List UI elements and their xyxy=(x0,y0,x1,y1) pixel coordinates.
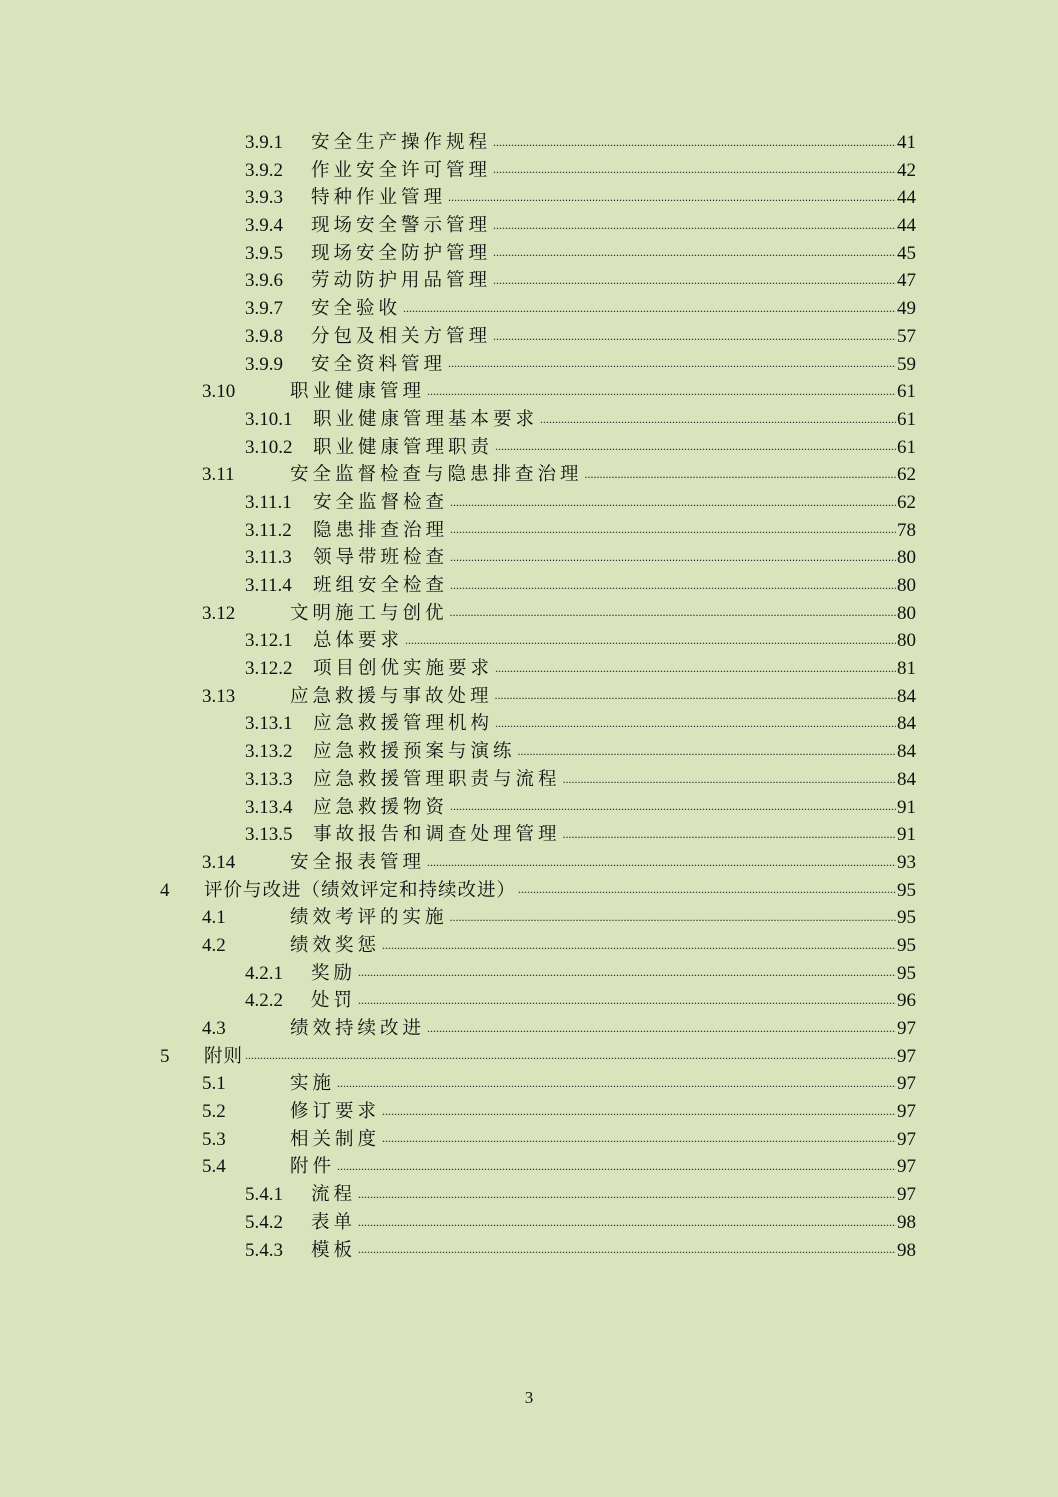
toc-entry[interactable] xyxy=(0,849,1058,877)
toc-entry-page: 42 xyxy=(897,159,916,181)
toc-entry-number: 3.9.9 xyxy=(245,353,283,375)
toc-entry[interactable] xyxy=(0,295,1058,323)
toc-entry-page: 97 xyxy=(897,1073,916,1095)
toc-entry-number: 4.1 xyxy=(202,907,226,929)
toc-entry-title: 职业健康管理职责 xyxy=(313,436,494,458)
toc-entry-title: 附则 xyxy=(204,1045,244,1067)
toc-entry-page: 95 xyxy=(897,962,916,984)
dot-leader xyxy=(382,936,896,954)
toc-entry-title-leader xyxy=(290,461,896,489)
toc-entry[interactable] xyxy=(0,1043,1058,1071)
toc-entry[interactable] xyxy=(0,600,1058,628)
toc-entry-number: 3.13 xyxy=(202,685,236,707)
toc-entry-page: 49 xyxy=(897,298,916,320)
toc-entry-title: 劳动防护用品管理 xyxy=(311,270,492,292)
toc-entry[interactable] xyxy=(0,184,1058,212)
toc-entry-title-leader xyxy=(290,1070,896,1098)
toc-entry-number: 3.11 xyxy=(202,464,235,486)
toc-entry-title-leader xyxy=(311,184,896,212)
toc-entry-page: 84 xyxy=(897,768,916,790)
toc-entry[interactable] xyxy=(0,1015,1058,1043)
toc-entry-title-leader xyxy=(290,600,896,628)
toc-entry[interactable] xyxy=(0,877,1058,905)
dot-leader xyxy=(450,908,896,926)
dot-leader xyxy=(450,603,896,621)
toc-entry-title: 安全报表管理 xyxy=(290,851,426,873)
toc-entry[interactable] xyxy=(0,129,1058,157)
toc-entry-title: 项目创优实施要求 xyxy=(313,658,494,680)
toc-entry-page: 97 xyxy=(897,1018,916,1039)
toc-entry-page: 44 xyxy=(897,215,916,237)
toc-entry-title-leader xyxy=(311,157,896,185)
toc-entry[interactable] xyxy=(0,766,1058,794)
toc-entry-title: 应急救援与事故处理 xyxy=(290,685,493,707)
toc-entry-title-leader xyxy=(290,904,896,932)
toc-entry-title-leader xyxy=(313,517,896,545)
toc-entry-page: 97 xyxy=(897,1184,916,1206)
toc-entry-number: 3.13.1 xyxy=(245,713,293,735)
toc-entry[interactable] xyxy=(0,710,1058,738)
toc-entry-title-leader xyxy=(313,738,896,766)
dot-leader xyxy=(450,493,896,511)
toc-entry-title-leader xyxy=(313,794,896,822)
dot-leader xyxy=(448,354,896,372)
dot-leader xyxy=(540,410,896,428)
toc-entry-page: 80 xyxy=(897,547,916,569)
toc-entry-title: 绩效考评的实施 xyxy=(290,907,448,929)
dot-leader xyxy=(450,576,896,594)
toc-entry[interactable] xyxy=(0,1126,1058,1154)
toc-entry-page: 93 xyxy=(897,851,916,873)
toc-entry-title: 模板 xyxy=(311,1239,357,1261)
toc-entry-title-leader xyxy=(313,489,896,517)
toc-entry-page: 62 xyxy=(897,464,916,486)
toc-entry[interactable] xyxy=(0,1153,1058,1181)
toc-entry[interactable] xyxy=(0,683,1058,711)
toc-entry[interactable] xyxy=(0,1181,1058,1209)
toc-entry-number: 3.10 xyxy=(202,381,236,403)
toc-entry-title: 现场安全警示管理 xyxy=(311,215,492,237)
dot-leader xyxy=(563,825,896,843)
toc-entry-title: 安全生产操作规程 xyxy=(311,132,492,153)
toc-entry[interactable] xyxy=(0,1098,1058,1126)
toc-entry-number: 4.2.2 xyxy=(245,990,283,1012)
dot-leader xyxy=(405,631,896,649)
toc-entry-page: 91 xyxy=(897,796,916,818)
toc-entry-title: 特种作业管理 xyxy=(311,187,447,209)
toc-entry-number: 3.12.2 xyxy=(245,658,293,680)
toc-entry-title-leader xyxy=(290,1126,896,1154)
dot-leader xyxy=(493,271,896,289)
dot-leader xyxy=(450,797,896,815)
toc-entry-title-leader xyxy=(311,240,896,268)
toc-entry-title-leader xyxy=(311,267,896,295)
toc-entry-title-leader xyxy=(290,1153,896,1181)
toc-entry-title: 处罚 xyxy=(311,990,357,1012)
toc-entry-page: 41 xyxy=(897,132,916,153)
toc-entry[interactable] xyxy=(0,212,1058,240)
toc-entry-number: 3.11.3 xyxy=(245,547,292,569)
toc-entry[interactable] xyxy=(0,489,1058,517)
dot-leader xyxy=(337,1074,896,1092)
dot-leader xyxy=(563,770,896,788)
dot-leader xyxy=(495,437,896,455)
toc-entry-number: 5.4 xyxy=(202,1156,226,1178)
toc-entry-number: 5.4.3 xyxy=(245,1239,283,1261)
toc-entry[interactable] xyxy=(0,544,1058,572)
toc-entry-title-leader xyxy=(311,1237,896,1265)
toc-entry-title-leader xyxy=(313,710,896,738)
toc-entry-page: 80 xyxy=(897,602,916,624)
toc-entry-title: 应急救援管理职责与流程 xyxy=(313,768,561,790)
toc-entry-number: 4 xyxy=(160,879,170,901)
toc-entry-title-leader xyxy=(313,406,896,434)
toc-entry-number: 4.2 xyxy=(202,934,226,956)
toc-entry[interactable] xyxy=(0,627,1058,655)
dot-leader xyxy=(493,243,896,261)
toc-entry-number: 3.13.4 xyxy=(245,796,293,818)
toc-entry-title-leader xyxy=(313,766,896,794)
toc-entry[interactable] xyxy=(0,987,1058,1015)
toc-entry-number: 5.2 xyxy=(202,1101,226,1123)
dot-leader xyxy=(495,686,896,704)
toc-entry-page: 57 xyxy=(897,325,916,347)
toc-entry-title-leader xyxy=(204,1043,896,1071)
toc-entry[interactable] xyxy=(0,572,1058,600)
toc-entry-page: 78 xyxy=(897,519,916,541)
toc-entry-title-leader xyxy=(311,295,896,323)
toc-entry-page: 44 xyxy=(897,187,916,209)
toc-entry-title: 领导带班检查 xyxy=(313,547,449,569)
toc-entry-number: 3.12 xyxy=(202,602,236,624)
toc-entry-title-leader xyxy=(311,960,896,988)
toc-entry-page: 61 xyxy=(897,436,916,458)
toc-entry[interactable] xyxy=(0,267,1058,295)
toc-entry-title-leader xyxy=(313,544,896,572)
toc-entry-title: 隐患排查治理 xyxy=(313,519,449,541)
toc-entry-number: 3.9.8 xyxy=(245,325,283,347)
toc-entry-number: 3.13.3 xyxy=(245,768,293,790)
table-of-contents xyxy=(0,129,1058,1264)
toc-entry-page: 97 xyxy=(897,1045,916,1067)
toc-entry-title-leader xyxy=(290,683,896,711)
toc-entry-page: 80 xyxy=(897,630,916,652)
toc-entry-number: 3.14 xyxy=(202,851,236,873)
dot-leader xyxy=(337,1157,896,1175)
toc-entry[interactable] xyxy=(0,378,1058,406)
toc-entry[interactable] xyxy=(0,1070,1058,1098)
toc-entry-page: 81 xyxy=(897,658,916,680)
toc-entry-title: 职业健康管理基本要求 xyxy=(313,408,539,430)
toc-entry-number: 5.1 xyxy=(202,1073,226,1095)
toc-entry-number: 3.9.4 xyxy=(245,215,283,237)
toc-entry-page: 59 xyxy=(897,353,916,375)
toc-entry-number: 3.9.2 xyxy=(245,159,283,181)
dot-leader xyxy=(450,520,896,538)
toc-entry-title-leader xyxy=(290,1015,896,1043)
dot-leader xyxy=(245,1046,896,1064)
dot-leader xyxy=(493,216,896,234)
page-number: 3 xyxy=(524,1388,534,1407)
toc-entry-title-leader xyxy=(290,1098,896,1126)
toc-entry-title: 安全监督检查与隐患排查治理 xyxy=(290,464,583,486)
toc-entry-title: 绩效持续改进 xyxy=(290,1018,426,1039)
dot-leader xyxy=(382,1129,896,1147)
toc-entry-number: 3.9.3 xyxy=(245,187,283,209)
toc-entry-title: 附件 xyxy=(290,1156,336,1178)
toc-entry-page: 98 xyxy=(897,1239,916,1261)
toc-entry-page: 45 xyxy=(897,242,916,264)
toc-entry-number: 3.9.7 xyxy=(245,298,283,320)
dot-leader xyxy=(358,1185,896,1203)
toc-entry-title: 应急救援物资 xyxy=(313,796,449,818)
dot-leader xyxy=(358,991,896,1009)
toc-entry[interactable] xyxy=(0,240,1058,268)
toc-entry-title: 评价与改进（绩效评定和持续改进） xyxy=(204,879,517,901)
toc-entry-page: 95 xyxy=(897,934,916,956)
toc-entry-page: 96 xyxy=(897,990,916,1012)
toc-entry-title-leader xyxy=(311,212,896,240)
toc-entry[interactable] xyxy=(0,1237,1058,1265)
toc-entry-title: 实施 xyxy=(290,1073,336,1095)
toc-entry-number: 3.13.5 xyxy=(245,824,293,846)
toc-entry-title-leader xyxy=(311,351,896,379)
toc-entry-number: 5 xyxy=(160,1045,170,1067)
toc-entry-title: 事故报告和调查处理管理 xyxy=(313,824,561,846)
toc-entry-page: 62 xyxy=(897,491,916,513)
toc-entry-number: 3.9.1 xyxy=(245,132,283,153)
dot-leader xyxy=(427,1019,896,1037)
toc-entry[interactable] xyxy=(0,794,1058,822)
toc-entry-title-leader xyxy=(311,129,896,157)
toc-entry-title-leader xyxy=(204,877,896,905)
toc-entry-title-leader xyxy=(313,821,896,849)
dot-leader xyxy=(495,659,896,677)
toc-entry-title: 绩效奖惩 xyxy=(290,934,381,956)
toc-entry-title-leader xyxy=(290,378,896,406)
toc-entry[interactable] xyxy=(0,960,1058,988)
dot-leader xyxy=(493,133,896,151)
dot-leader xyxy=(427,853,896,871)
toc-entry-title: 表单 xyxy=(311,1211,357,1233)
toc-entry-title: 总体要求 xyxy=(313,630,404,652)
toc-entry-page: 84 xyxy=(897,685,916,707)
dot-leader xyxy=(427,382,896,400)
toc-entry-title-leader xyxy=(313,655,896,683)
toc-entry[interactable] xyxy=(0,406,1058,434)
toc-entry-title-leader xyxy=(290,932,896,960)
toc-entry-number: 3.11.4 xyxy=(245,575,292,596)
toc-entry[interactable] xyxy=(0,932,1058,960)
toc-entry-page: 95 xyxy=(897,907,916,929)
toc-entry-number: 4.3 xyxy=(202,1018,226,1039)
dot-leader xyxy=(358,963,896,981)
toc-entry[interactable] xyxy=(0,517,1058,545)
dot-leader xyxy=(358,1240,896,1258)
toc-entry-title-leader xyxy=(313,627,896,655)
toc-entry-title: 安全验收 xyxy=(311,298,402,320)
toc-entry-title-leader xyxy=(311,1209,896,1237)
toc-entry-title: 相关制度 xyxy=(290,1128,381,1150)
toc-entry-title-leader xyxy=(313,434,896,462)
toc-entry-number: 5.4.2 xyxy=(245,1211,283,1233)
toc-entry-number: 3.13.2 xyxy=(245,741,293,763)
toc-entry-title: 流程 xyxy=(311,1184,357,1206)
toc-entry-page: 61 xyxy=(897,381,916,403)
dot-leader xyxy=(495,714,896,732)
dot-leader xyxy=(493,160,896,178)
toc-entry-title: 职业健康管理 xyxy=(290,381,426,403)
toc-entry[interactable] xyxy=(0,821,1058,849)
toc-entry-title: 作业安全许可管理 xyxy=(311,159,492,181)
toc-entry-page: 97 xyxy=(897,1156,916,1178)
dot-leader xyxy=(448,188,896,206)
toc-entry-page: 97 xyxy=(897,1101,916,1123)
toc-entry-number: 3.10.2 xyxy=(245,436,293,458)
toc-entry-page: 84 xyxy=(897,713,916,735)
toc-entry-title-leader xyxy=(311,987,896,1015)
toc-entry-number: 3.11.1 xyxy=(245,491,292,513)
toc-entry[interactable] xyxy=(0,904,1058,932)
toc-entry-title-leader xyxy=(311,323,896,351)
dot-leader xyxy=(585,465,896,483)
toc-entry-page: 98 xyxy=(897,1211,916,1233)
toc-entry-title-leader xyxy=(290,849,896,877)
toc-entry-page: 47 xyxy=(897,270,916,292)
toc-entry-number: 5.3 xyxy=(202,1128,226,1150)
toc-entry[interactable] xyxy=(0,1209,1058,1237)
toc-entry-number: 3.9.6 xyxy=(245,270,283,292)
toc-entry-title-leader xyxy=(311,1181,896,1209)
toc-entry-page: 91 xyxy=(897,824,916,846)
toc-entry-title: 应急救援管理机构 xyxy=(313,713,494,735)
toc-entry-title: 奖励 xyxy=(311,962,357,984)
dot-leader xyxy=(518,742,896,760)
toc-entry-number: 5.4.1 xyxy=(245,1184,283,1206)
dot-leader xyxy=(450,548,896,566)
toc-entry-title: 修订要求 xyxy=(290,1101,381,1123)
toc-entry[interactable] xyxy=(0,351,1058,379)
toc-entry-page: 95 xyxy=(897,879,916,901)
toc-entry[interactable] xyxy=(0,655,1058,683)
toc-entry-number: 3.12.1 xyxy=(245,630,293,652)
toc-entry-title: 应急救援预案与演练 xyxy=(313,741,516,763)
dot-leader xyxy=(493,327,896,345)
toc-entry-page: 61 xyxy=(897,408,916,430)
toc-entry-title: 现场安全防护管理 xyxy=(311,242,492,264)
toc-entry[interactable] xyxy=(0,461,1058,489)
toc-entry[interactable] xyxy=(0,738,1058,766)
dot-leader xyxy=(518,880,896,898)
toc-entry[interactable] xyxy=(0,323,1058,351)
dot-leader xyxy=(382,1102,896,1120)
toc-entry[interactable] xyxy=(0,434,1058,462)
toc-entry-title: 安全监督检查 xyxy=(313,491,449,513)
toc-entry-page: 84 xyxy=(897,741,916,763)
toc-entry-number: 3.11.2 xyxy=(245,519,292,541)
toc-entry-title: 文明施工与创优 xyxy=(290,602,448,624)
toc-entry-number: 3.9.5 xyxy=(245,242,283,264)
toc-entry-title: 分包及相关方管理 xyxy=(311,325,492,347)
toc-entry[interactable] xyxy=(0,157,1058,185)
dot-leader xyxy=(358,1213,896,1231)
toc-entry-title: 安全资料管理 xyxy=(311,353,447,375)
toc-entry-page: 80 xyxy=(897,575,916,596)
toc-entry-number: 3.10.1 xyxy=(245,408,293,430)
toc-entry-page: 97 xyxy=(897,1128,916,1150)
dot-leader xyxy=(403,299,896,317)
toc-entry-title: 班组安全检查 xyxy=(313,575,449,596)
toc-entry-title-leader xyxy=(313,572,896,600)
toc-entry-number: 4.2.1 xyxy=(245,962,283,984)
